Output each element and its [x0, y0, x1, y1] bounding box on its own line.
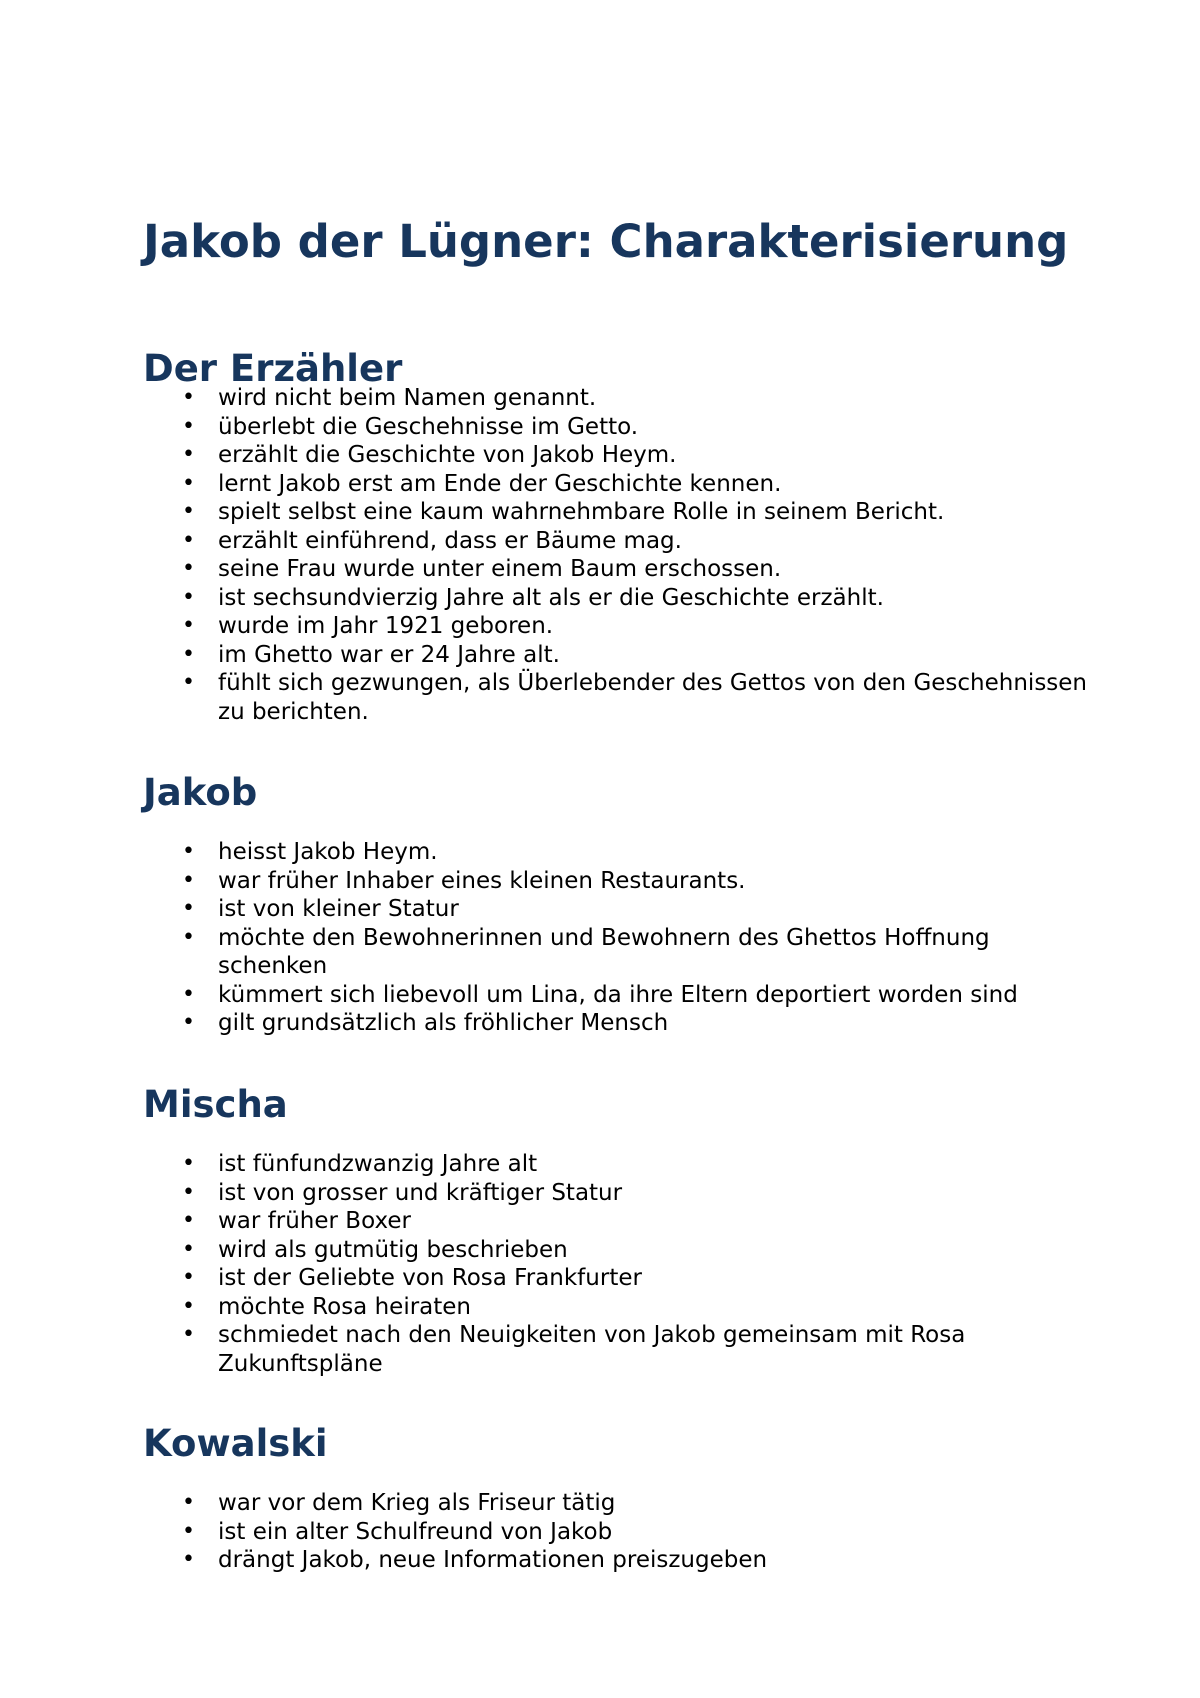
bullet-icon: •: [182, 527, 195, 553]
bullet-icon: •: [182, 442, 195, 467]
list-item: [143, 612, 1103, 641]
bullet-list: [143, 1150, 1103, 1378]
bullet-icon: •: [182, 1293, 195, 1319]
list-item: [143, 641, 1103, 670]
bullet-icon: •: [182, 1151, 195, 1176]
bullet-icon: •: [182, 1236, 195, 1262]
bullet-list: [143, 384, 1103, 726]
list-item: [143, 413, 1103, 442]
list-item-text: schmiedet nach den Neuigkeiten von Jakob gemeinsam mit Rosa Zukunftspläne: [218, 1322, 966, 1377]
bullet-icon: •: [182, 1547, 195, 1572]
list-item-text: ist der Geliebte von Rosa Frankfurter: [218, 1265, 642, 1291]
bullet-icon: •: [182, 981, 195, 1007]
list-item-text: spielt selbst eine kaum wahrnehmbare Rolle in seinem Bericht.: [218, 499, 945, 525]
bullet-icon: •: [182, 613, 195, 638]
section-heading: Jakob: [143, 771, 258, 814]
document-title: Jakob der Lügner: Charakterisierung: [143, 215, 1069, 268]
bullet-icon: •: [182, 470, 195, 496]
list-item: [143, 1236, 1103, 1265]
bullet-icon: •: [182, 499, 195, 524]
bullet-icon: •: [182, 1322, 195, 1347]
bullet-icon: •: [182, 1265, 195, 1290]
list-item-text: wird nicht beim Namen genannt.: [218, 385, 597, 411]
list-item-text: war früher Boxer: [218, 1208, 411, 1234]
list-item: [143, 470, 1103, 499]
list-item: [143, 924, 1103, 981]
list-item: [143, 384, 1103, 413]
bullet-icon: •: [182, 413, 195, 439]
bullet-icon: •: [182, 924, 195, 950]
bullet-list: [143, 1489, 1103, 1575]
list-item-text: lernt Jakob erst am Ende der Geschichte kennen.: [218, 470, 782, 497]
list-item-text: überlebt die Geschehnisse im Getto.: [218, 413, 639, 440]
bullet-icon: •: [182, 1518, 195, 1544]
bullet-icon: •: [182, 670, 195, 695]
bullet-icon: •: [182, 1208, 195, 1233]
list-item: [143, 441, 1103, 470]
list-item-text: erzählt die Geschichte von Jakob Heym.: [218, 442, 677, 468]
section-jakob: [143, 770, 1103, 1038]
list-item: [143, 1321, 1103, 1378]
list-item-text: im Ghetto war er 24 Jahre alt.: [218, 641, 560, 668]
list-item-text: gilt grundsätzlich als fröhlicher Mensch: [218, 1010, 669, 1036]
list-item-text: heisst Jakob Heym.: [218, 839, 438, 865]
section-heading: Der Erzähler: [143, 347, 403, 390]
bullet-icon: •: [182, 385, 195, 410]
bullet-icon: •: [182, 896, 195, 921]
list-item-text: drängt Jakob, neue Informationen preiszugeben: [218, 1547, 768, 1573]
bullet-icon: •: [182, 1179, 195, 1205]
list-item-text: war früher Inhaber eines kleinen Restaurants.: [218, 867, 746, 894]
bullet-icon: •: [182, 1010, 195, 1035]
list-item-text: ist fünfundzwanzig Jahre alt: [218, 1151, 538, 1177]
bullet-icon: •: [182, 839, 195, 864]
list-item: [143, 838, 1103, 867]
bullet-list: [143, 838, 1103, 1038]
list-item: [143, 498, 1103, 527]
bullet-icon: •: [182, 1490, 195, 1515]
list-item-text: seine Frau wurde unter einem Baum erschossen.: [218, 556, 782, 582]
list-item-text: wurde im Jahr 1921 geboren.: [218, 613, 554, 639]
list-item: [143, 527, 1103, 556]
list-item-text: kümmert sich liebevoll um Lina, da ihre Eltern deportiert worden sind: [218, 981, 1018, 1008]
section-mischa: [143, 1082, 1103, 1378]
list-item: [143, 1009, 1103, 1038]
list-item: [143, 867, 1103, 896]
list-item: [143, 981, 1103, 1010]
list-item: [143, 555, 1103, 584]
list-item-text: war vor dem Krieg als Friseur tätig: [218, 1490, 616, 1516]
list-item: [143, 669, 1103, 726]
bullet-icon: •: [182, 641, 195, 667]
list-item: [143, 1150, 1103, 1179]
list-item: [143, 1489, 1103, 1518]
list-item: [143, 895, 1103, 924]
bullet-icon: •: [182, 556, 195, 581]
section-der-erzaehler: [143, 346, 1103, 726]
section-heading: Kowalski: [143, 1422, 328, 1465]
bullet-icon: •: [182, 867, 195, 893]
list-item-text: möchte den Bewohnerinnen und Bewohnern des Ghettos Hoffnung schenken: [218, 924, 990, 979]
list-item: [143, 1546, 1103, 1575]
list-item-text: wird als gutmütig beschrieben: [218, 1236, 568, 1263]
list-item-text: fühlt sich gezwungen, als Überlebender des Gettos von den Geschehnissen zu berichten.: [218, 670, 1088, 725]
section-kowalski: [143, 1421, 1103, 1575]
list-item-text: ist von kleiner Statur: [218, 896, 459, 922]
list-item: [143, 1207, 1103, 1236]
list-item: [143, 584, 1103, 613]
bullet-icon: •: [182, 584, 195, 610]
list-item-text: erzählt einführend, dass er Bäume mag.: [218, 527, 682, 554]
list-item-text: möchte Rosa heiraten: [218, 1293, 471, 1320]
list-item: [143, 1518, 1103, 1547]
list-item: [143, 1293, 1103, 1322]
list-item: [143, 1179, 1103, 1208]
list-item-text: ist sechsundvierzig Jahre alt als er die Geschichte erzählt.: [218, 584, 884, 611]
list-item: [143, 1264, 1103, 1293]
list-item-text: ist ein alter Schulfreund von Jakob: [218, 1518, 613, 1545]
section-heading: Mischa: [143, 1083, 288, 1126]
list-item-text: ist von grosser und kräftiger Statur: [218, 1179, 623, 1206]
